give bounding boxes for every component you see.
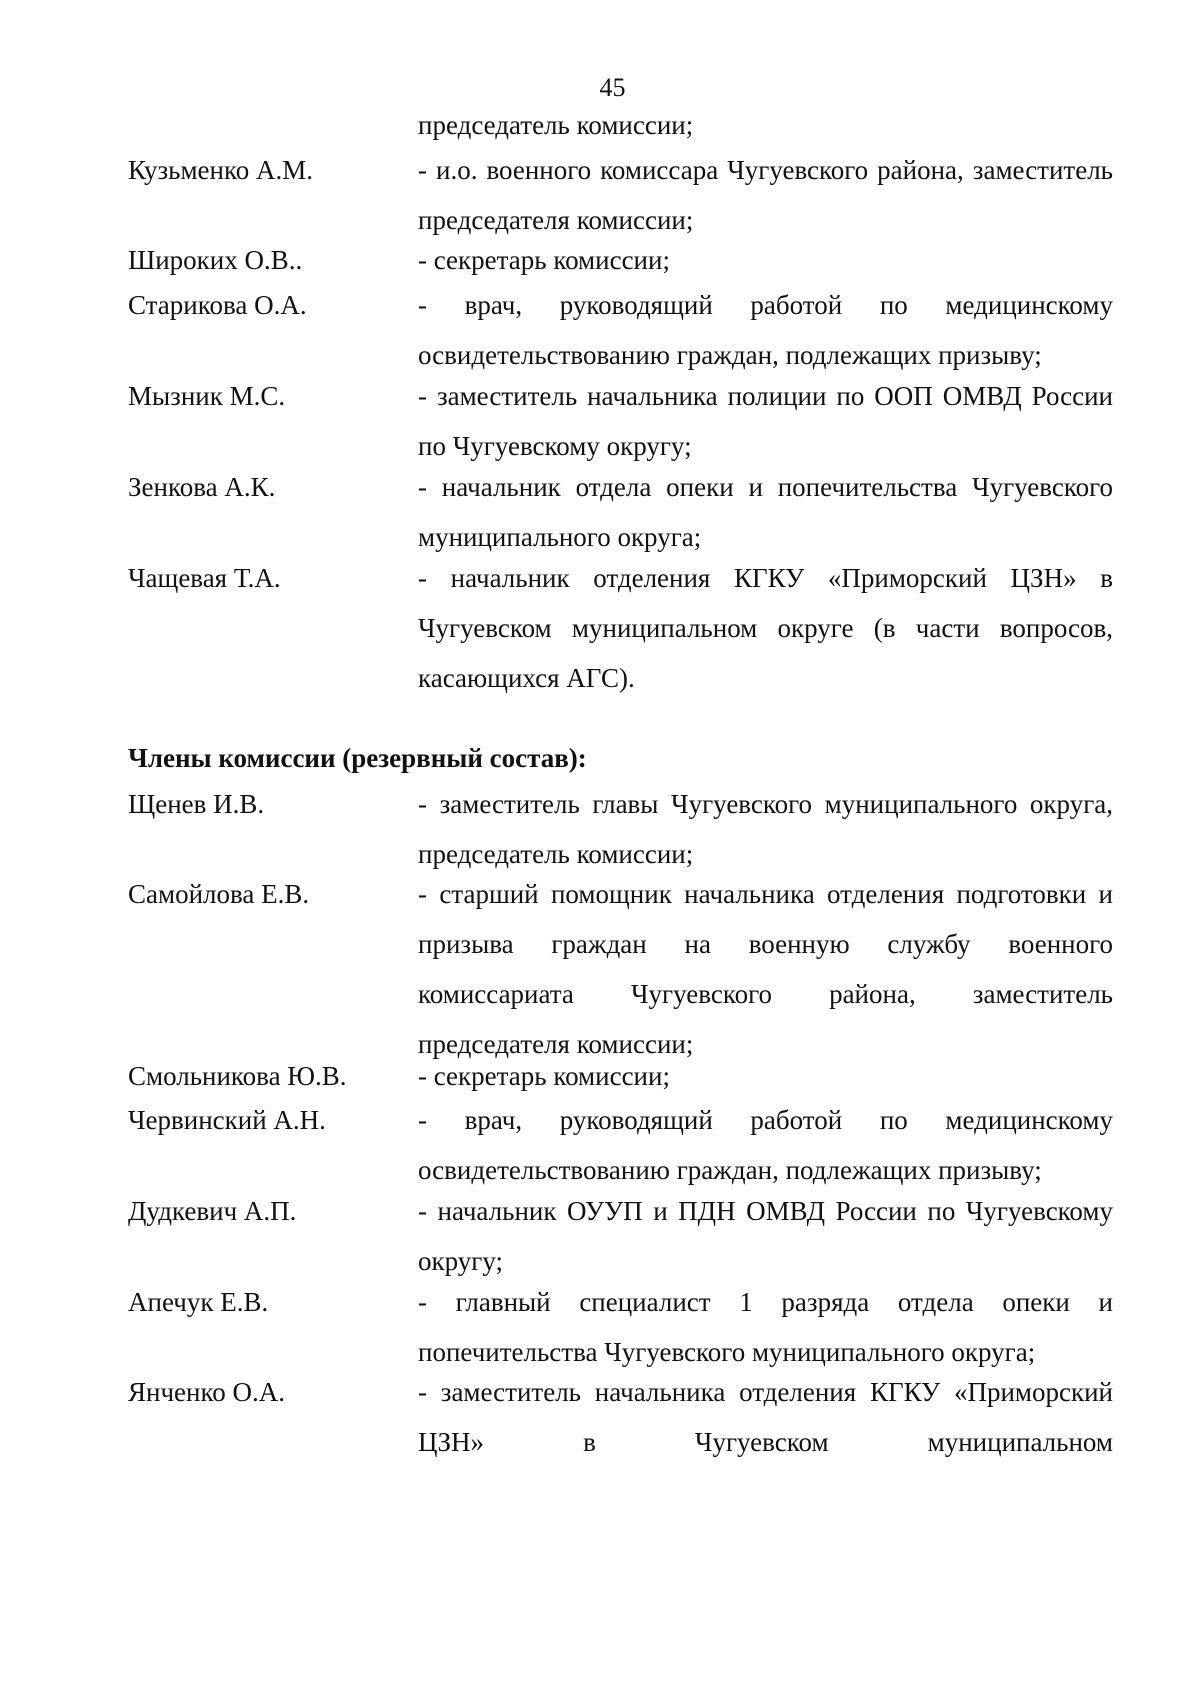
member-name: Чащевая Т.А. — [128, 563, 281, 593]
member-role: - заместитель главы Чугуевского муниципального округа, председатель комиссии; — [418, 789, 1113, 869]
member-name: Кузьменко А.М. — [128, 155, 313, 185]
member-role: - старший помощник начальника отделения подготовки и призыва граждан на военную службу военного комиссариата Чугуевского района, заместитель председателя комиссии; — [418, 879, 1113, 1059]
member-name: Янченко О.А. — [128, 1377, 285, 1407]
member-name: Зенкова А.К. — [128, 472, 276, 502]
member-name: Дудкевич А.П. — [128, 1196, 297, 1226]
reserve-heading: Члены комиссии (резервный состав): — [128, 743, 587, 773]
member-role: - заместитель начальника полиции по ООП ОМВД России по Чугуевскому округу; — [418, 381, 1113, 461]
member-name: Мызник М.С. — [128, 381, 286, 411]
member-role: - врач, руководящий работой по медицинскому освидетельствованию граждан, подлежащих призыву; — [418, 1105, 1113, 1185]
member-role: - врач, руководящий работой по медицинскому освидетельствованию граждан, подлежащих призыву; — [418, 290, 1113, 370]
member-name: Самойлова Е.В. — [128, 879, 310, 909]
member-name: Щенев И.В. — [128, 789, 265, 819]
member-role: - начальник ОУУП и ПДН ОМВД России по Чугуевскому округу; — [418, 1196, 1113, 1276]
member-role: - заместитель начальника отделения КГКУ «Приморский ЦЗН» в Чугуевском муниципальном — [418, 1377, 1113, 1457]
member-role: - начальник отделения КГКУ «Приморский ЦЗН» в Чугуевском муниципальном округе (в части вопросов, касающихся АГС). — [418, 563, 1113, 693]
member-name: Смольникова Ю.В. — [128, 1061, 347, 1091]
member-name: Широких О.В.. — [128, 245, 303, 275]
member-role: - и.о. военного комиссара Чугуевского района, заместитель председателя комиссии; — [418, 155, 1113, 235]
member-role: - секретарь комиссии; — [418, 1061, 670, 1091]
member-name: Червинский А.Н. — [128, 1105, 326, 1135]
member-role: - секретарь комиссии; — [418, 245, 670, 275]
member-name: Старикова О.А. — [128, 290, 307, 320]
member-role: - начальник отдела опеки и попечительства Чугуевского муниципального округа; — [418, 472, 1113, 552]
member-name: Апечук Е.В. — [128, 1287, 269, 1317]
page-number: 45 — [599, 73, 626, 102]
member-role: - главный специалист 1 разряда отдела опеки и попечительства Чугуевского муниципального округа; — [418, 1287, 1113, 1367]
lead-line: председатель комиссии; — [418, 110, 694, 140]
